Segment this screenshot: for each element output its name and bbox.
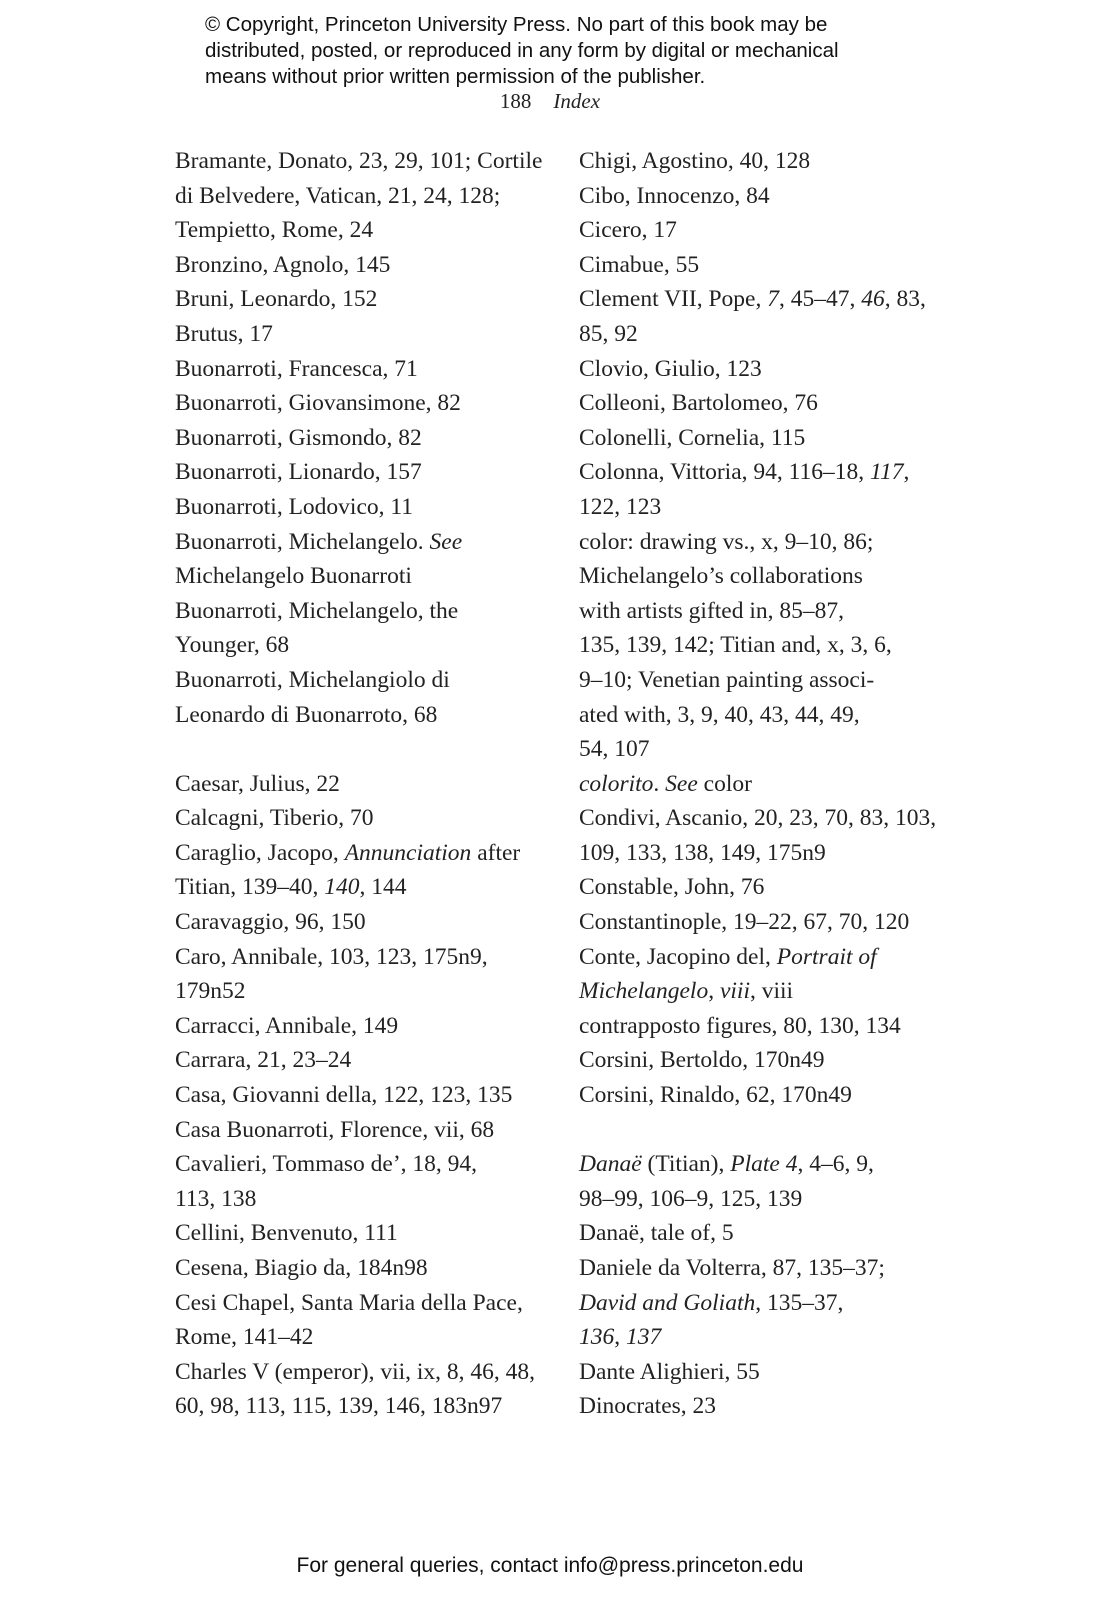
index-entry xyxy=(579,1216,959,1251)
index-entry-line xyxy=(175,352,555,387)
index-entry-line xyxy=(579,455,959,490)
index-entry-line xyxy=(579,213,959,248)
entry-text: , 83, xyxy=(884,286,926,313)
footer-contact: For general queries, contact info@press.princeton.edu xyxy=(296,1554,804,1577)
letter-group-gap xyxy=(579,1113,959,1148)
copyright-line: means without prior written permission of the publisher. xyxy=(205,65,706,88)
index-entry xyxy=(579,1355,959,1390)
index-entry xyxy=(579,248,959,283)
entry-text: Bruni, Leonardo, 152 xyxy=(175,286,378,313)
index-entry-line xyxy=(579,179,959,214)
index-entry-line xyxy=(175,455,555,490)
entry-text: Constantinople, 19–22, 67, 70, 120 xyxy=(579,909,910,936)
index-entry-line xyxy=(579,1216,959,1251)
italic-text: 7 xyxy=(767,286,779,313)
entry-text: Cicero, 17 xyxy=(579,217,677,244)
entry-text: Younger, 68 xyxy=(175,632,290,659)
italic-text: viii xyxy=(719,978,750,1005)
entry-text: Caraglio, Jacopo, xyxy=(175,839,345,866)
entry-text: Charles V (emperor), vii, ix, 8, 46, 48, xyxy=(175,1358,536,1385)
entry-text: color xyxy=(697,770,752,797)
index-entry-line xyxy=(579,1147,959,1182)
italic-text: 136 xyxy=(579,1324,615,1351)
copyright-line: © Copyright, Princeton University Press. No part of this book may be xyxy=(205,13,828,36)
entry-text: color: drawing vs., x, 9–10, 86; xyxy=(579,528,874,555)
index-entry-line xyxy=(579,1182,959,1217)
index-entry-line xyxy=(579,144,959,179)
entry-text: Chigi, Agostino, 40, 128 xyxy=(579,148,811,174)
index-entry xyxy=(175,1043,555,1078)
index-entry-line xyxy=(175,179,555,214)
entry-text: Buonarroti, Lionardo, 157 xyxy=(175,459,422,486)
index-entry-line xyxy=(175,490,555,525)
index-entry-line xyxy=(579,282,959,317)
entry-text: 113, 138 xyxy=(175,1185,257,1212)
index-entry-line xyxy=(579,490,959,525)
entry-text: Bronzino, Agnolo, 145 xyxy=(175,251,391,278)
entry-text: , 144 xyxy=(359,874,407,901)
index-entry xyxy=(175,905,555,940)
index-entry xyxy=(175,767,555,802)
index-entry xyxy=(175,1147,555,1216)
entry-text: , xyxy=(614,1324,626,1351)
index-entry-line xyxy=(175,1216,555,1251)
entry-text: ated with, 3, 9, 40, 43, 44, 49, xyxy=(579,701,860,728)
index-entry xyxy=(175,801,555,836)
index-entry-line xyxy=(579,1389,959,1424)
index-entry-line xyxy=(175,1009,555,1044)
entry-text: Buonarroti, Giovansimone, 82 xyxy=(175,390,461,417)
index-entry-line xyxy=(175,698,555,733)
entry-text: Michelangelo’s collaborations xyxy=(579,563,863,590)
entry-text: Colonna, Vittoria, 94, 116–18, xyxy=(579,459,871,486)
index-entry-line xyxy=(579,836,959,871)
index-entry xyxy=(579,905,959,940)
entry-text: Colonelli, Cornelia, 115 xyxy=(579,424,806,451)
index-entry-line xyxy=(579,1355,959,1390)
italic-text: 117 xyxy=(870,459,904,486)
italic-text: Plate 4 xyxy=(730,1151,798,1178)
index-entry-line xyxy=(579,1251,959,1286)
index-entry-line xyxy=(579,421,959,456)
entry-text: Casa Buonarroti, Florence, vii, 68 xyxy=(175,1116,495,1143)
entry-text: 122, 123 xyxy=(579,493,662,520)
index-entry-line xyxy=(579,317,959,352)
index-entry-line xyxy=(579,1320,959,1355)
entry-text: Caesar, Julius, 22 xyxy=(175,770,340,797)
running-head xyxy=(0,89,1100,114)
index-entry xyxy=(175,282,555,317)
entry-text: , xyxy=(708,978,720,1005)
index-entry xyxy=(175,1113,555,1148)
entry-text: Conte, Jacopino del, xyxy=(579,943,777,970)
index-entry-line xyxy=(175,317,555,352)
entry-text: 135, 139, 142; Titian and, x, 3, 6, xyxy=(579,632,892,659)
entry-text: , 4–6, 9, xyxy=(797,1151,874,1178)
index-entry-line xyxy=(175,940,555,975)
entry-text: Tempietto, Rome, 24 xyxy=(175,217,374,244)
index-entry-line xyxy=(175,1043,555,1078)
entry-text: Carracci, Annibale, 149 xyxy=(175,1012,399,1039)
index-entry-line xyxy=(579,905,959,940)
index-entry-line xyxy=(579,1078,959,1113)
index-column-left xyxy=(175,144,555,1424)
entry-text: Bramante, Donato, 23, 29, 101; Cortile xyxy=(175,148,543,174)
index-entry-line xyxy=(579,732,959,767)
index-entry xyxy=(175,248,555,283)
index-entry-line xyxy=(579,594,959,629)
index-entry-line xyxy=(579,1043,959,1078)
entry-text: . xyxy=(653,770,666,797)
entry-text: Corsini, Bertoldo, 170n49 xyxy=(579,1047,825,1074)
entry-text: Constable, John, 76 xyxy=(579,874,765,901)
index-entry-line xyxy=(175,594,555,629)
index-entry xyxy=(175,455,555,490)
entry-text: Buonarroti, Lodovico, 11 xyxy=(175,493,414,520)
index-entry xyxy=(175,940,555,1009)
entry-text: Cavalieri, Tommaso de’, 18, 94, xyxy=(175,1151,478,1178)
entry-text: 85, 92 xyxy=(579,320,638,347)
entry-text: Buonarroti, Michelangelo, the xyxy=(175,597,459,624)
index-entry xyxy=(175,421,555,456)
index-entry xyxy=(175,1078,555,1113)
italic-text: 46 xyxy=(861,286,885,313)
index-entry xyxy=(175,317,555,352)
index-entry xyxy=(579,1389,959,1424)
index-entry-line xyxy=(579,386,959,421)
entry-text: Clement VII, Pope, xyxy=(579,286,768,313)
index-entry xyxy=(579,1251,959,1355)
index-entry xyxy=(579,870,959,905)
index-entry xyxy=(175,1286,555,1355)
entry-text: Cesena, Biagio da, 184n98 xyxy=(175,1255,428,1281)
index-entry xyxy=(579,1043,959,1078)
index-entry xyxy=(579,179,959,214)
index-entry xyxy=(175,144,555,248)
italic-text: Michelangelo xyxy=(579,978,709,1005)
entry-text: Leonardo di Buonarroto, 68 xyxy=(175,701,438,728)
letter-group-gap xyxy=(175,732,555,767)
entry-text: Dante Alighieri, 55 xyxy=(579,1358,760,1385)
entry-text: Caro, Annibale, 103, 123, 175n9, xyxy=(175,943,488,970)
index-entry-line xyxy=(579,628,959,663)
index-entry xyxy=(579,1147,959,1216)
entry-text: Cesi Chapel, Santa Maria della Pace, xyxy=(175,1289,523,1316)
entry-text: Caravaggio, 96, 150 xyxy=(175,909,366,936)
entry-text: Condivi, Ascanio, 20, 23, 70, 83, 103, xyxy=(579,805,937,832)
entry-text: di Belvedere, Vatican, 21, 24, 128; xyxy=(175,182,501,209)
index-entry xyxy=(579,213,959,248)
entry-text: Rome, 141–42 xyxy=(175,1324,314,1351)
entry-text: Michelangelo Buonarroti xyxy=(175,563,412,590)
entry-text: 179n52 xyxy=(175,978,246,1005)
index-entry-line xyxy=(579,974,959,1009)
italic-text: Danaë xyxy=(579,1151,642,1178)
index-entry xyxy=(175,352,555,387)
entry-text: , xyxy=(903,459,910,486)
index-entry-line xyxy=(579,1286,959,1321)
italic-text: See xyxy=(429,528,463,555)
entry-text: Titian, 139–40, xyxy=(175,874,325,901)
index-entry xyxy=(175,836,555,905)
entry-text: 60, 98, 113, 115, 139, 146, 183n97 xyxy=(175,1393,503,1420)
italic-text: Annunciation xyxy=(344,839,472,866)
entry-text: Buonarroti, Gismondo, 82 xyxy=(175,424,422,451)
index-entry xyxy=(175,1251,555,1286)
index-entry-line xyxy=(175,1113,555,1148)
italic-text: 137 xyxy=(626,1324,662,1351)
entry-text: Corsini, Rinaldo, 62, 170n49 xyxy=(579,1082,852,1109)
entry-text: 9–10; Venetian painting associ- xyxy=(579,666,875,693)
entry-text: with artists gifted in, 85–87, xyxy=(579,597,845,624)
entry-text: Colleoni, Bartolomeo, 76 xyxy=(579,390,818,417)
index-entry xyxy=(579,421,959,456)
index-entry-line xyxy=(175,628,555,663)
index-entry xyxy=(175,490,555,525)
entry-text: Calcagni, Tiberio, 70 xyxy=(175,805,374,832)
italic-text: Portrait of xyxy=(776,943,877,970)
index-entry-line xyxy=(175,559,555,594)
index-entry-line xyxy=(175,525,555,560)
entry-text: Carrara, 21, 23–24 xyxy=(175,1047,352,1074)
index-entry-line xyxy=(579,698,959,733)
entry-text: after xyxy=(471,839,521,866)
index-entry-line xyxy=(175,767,555,802)
index-entry-line xyxy=(175,801,555,836)
section-title: Index xyxy=(553,89,601,113)
index-entry xyxy=(579,525,959,767)
index-entry xyxy=(579,455,959,524)
index-entry xyxy=(579,1078,959,1113)
copyright-line: distributed, posted, or reproduced in any form by digital or mechanical xyxy=(205,39,839,62)
italic-text: See xyxy=(665,770,698,797)
index-entry-line xyxy=(579,801,959,836)
index-entry-line xyxy=(175,974,555,1009)
index-entry xyxy=(175,525,555,594)
entry-text: 54, 107 xyxy=(579,736,650,763)
index-entry xyxy=(579,1009,959,1044)
index-entry xyxy=(579,144,959,179)
index-entry xyxy=(175,1355,555,1424)
italic-text: colorito xyxy=(579,770,654,797)
entry-text: Brutus, 17 xyxy=(175,320,273,347)
italic-text: 140 xyxy=(324,874,360,901)
index-entry xyxy=(175,663,555,732)
index-entry-line xyxy=(175,1389,555,1424)
index-entry-line xyxy=(175,836,555,871)
index-entry-line xyxy=(579,352,959,387)
index-entry-line xyxy=(579,248,959,283)
index-entry-line xyxy=(579,1009,959,1044)
index-entry-line xyxy=(175,870,555,905)
index-entry-line xyxy=(175,1286,555,1321)
entry-text: , 135–37, xyxy=(755,1289,844,1316)
index-entry-line xyxy=(175,1078,555,1113)
entry-text: Cellini, Benvenuto, 111 xyxy=(175,1220,398,1247)
index-entry-line xyxy=(175,663,555,698)
index-entry-line xyxy=(175,1355,555,1390)
index-entry xyxy=(175,1216,555,1251)
index-entry-line xyxy=(579,559,959,594)
index-entry-line xyxy=(579,767,959,802)
index-entry-line xyxy=(175,282,555,317)
index-entry-line xyxy=(579,940,959,975)
index-entry-line xyxy=(175,421,555,456)
index-entry xyxy=(579,940,959,1009)
entry-text: Clovio, Giulio, 123 xyxy=(579,355,762,382)
entry-text: (Titian), xyxy=(641,1151,731,1178)
entry-text: , 45–47, xyxy=(778,286,862,313)
entry-text: , viii xyxy=(750,978,794,1005)
index-entry xyxy=(579,801,959,870)
index-entry-line xyxy=(579,663,959,698)
index-entry xyxy=(175,386,555,421)
index-entry-line xyxy=(175,213,555,248)
entry-text: Danaë, tale of, 5 xyxy=(579,1220,734,1247)
page-number: 188 xyxy=(499,89,532,113)
entry-text: Buonarroti, Michelangelo. xyxy=(175,528,430,555)
entry-text: Casa, Giovanni della, 122, 123, 135 xyxy=(175,1082,513,1109)
index-column-right xyxy=(579,144,959,1424)
entry-text: Dinocrates, 23 xyxy=(579,1393,717,1420)
index-entry xyxy=(579,767,959,802)
entry-text: contrapposto figures, 80, 130, 134 xyxy=(579,1012,901,1039)
index-entry xyxy=(579,352,959,387)
entry-text: Cimabue, 55 xyxy=(579,251,700,278)
index-entry-line xyxy=(579,525,959,560)
entry-text: Cibo, Innocenzo, 84 xyxy=(579,182,770,209)
index-entry-line xyxy=(175,248,555,283)
index-entry-line xyxy=(175,386,555,421)
index-entry-line xyxy=(175,1182,555,1217)
index-entry xyxy=(579,282,959,351)
entry-text: 98–99, 106–9, 125, 139 xyxy=(579,1185,803,1212)
index-entry xyxy=(579,386,959,421)
index-entry-line xyxy=(579,870,959,905)
entry-text: 109, 133, 138, 149, 175n9 xyxy=(579,839,826,866)
index-entry-line xyxy=(175,144,555,179)
index-entry xyxy=(175,594,555,663)
index-entry-line xyxy=(175,1320,555,1355)
copyright-notice xyxy=(205,12,925,90)
index-entry xyxy=(175,1009,555,1044)
index-entry-line xyxy=(175,1251,555,1286)
entry-text: Buonarroti, Michelangiolo di xyxy=(175,666,450,693)
index-entry-line xyxy=(175,905,555,940)
entry-text: Daniele da Volterra, 87, 135–37; xyxy=(579,1255,885,1281)
index-entry-line xyxy=(175,1147,555,1182)
italic-text: David and Goliath xyxy=(579,1289,756,1316)
entry-text: Buonarroti, Francesca, 71 xyxy=(175,355,418,382)
